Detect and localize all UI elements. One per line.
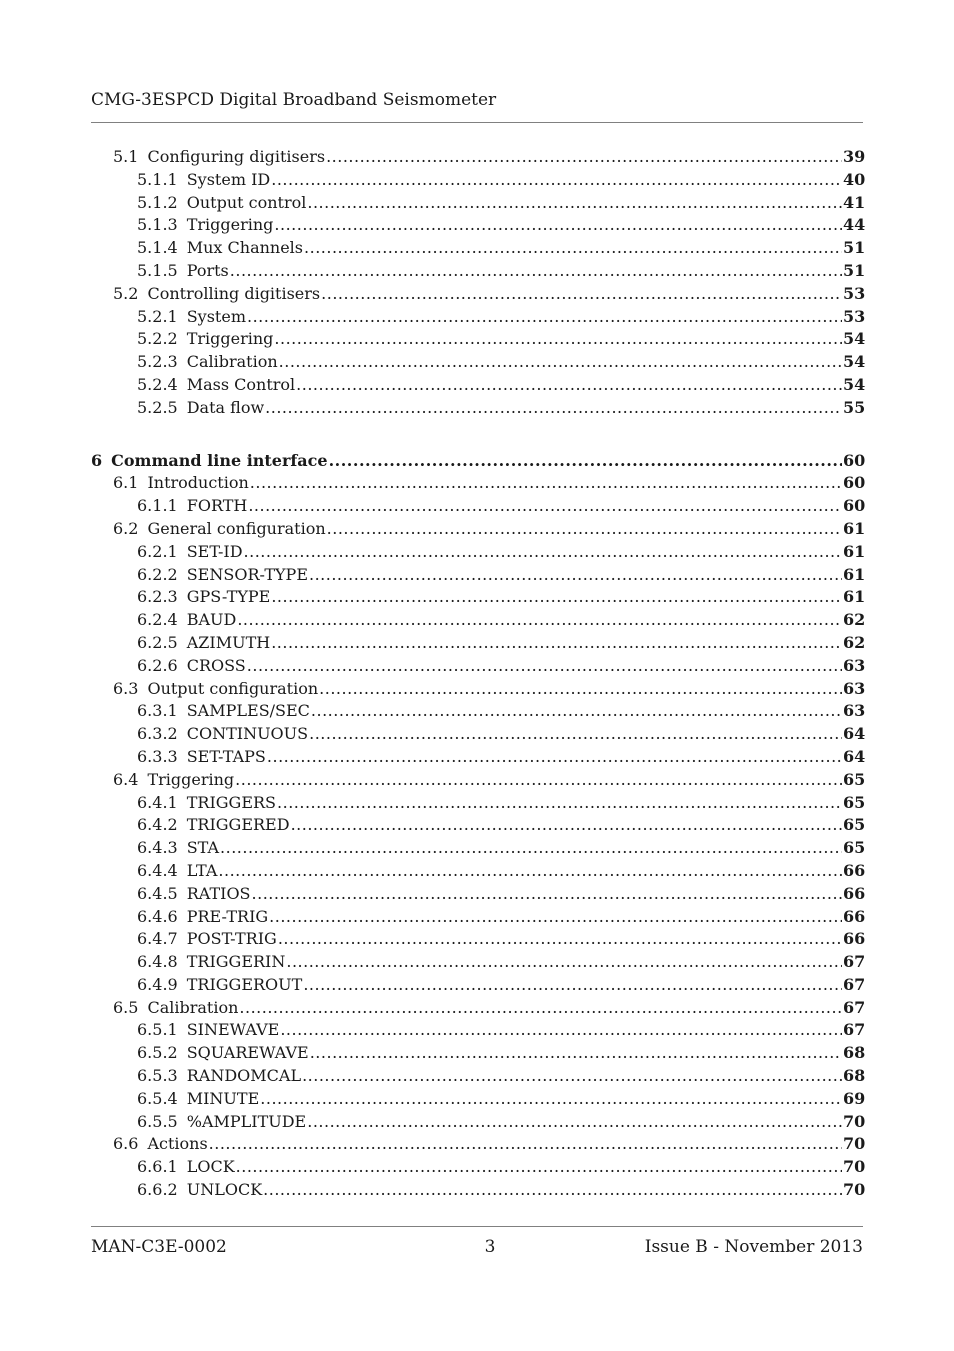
toc-entry-title: LOCK: [186, 1157, 235, 1177]
toc-entry[interactable]: [91, 397, 866, 420]
toc-entry-page: 65: [843, 815, 866, 835]
toc-entry[interactable]: [91, 746, 866, 769]
toc-entry[interactable]: [91, 351, 866, 374]
toc-entry-title: SQUAREWAVE: [186, 1043, 309, 1063]
toc-entry-title: General configuration: [147, 518, 326, 538]
toc-entry-title: SAMPLES/SEC: [186, 701, 310, 721]
toc-entry-number: 6.5: [113, 997, 139, 1017]
toc-entry-number: 6.4.6: [137, 906, 178, 926]
toc-entry-title: Configuring digitisers: [147, 147, 326, 166]
toc-entry-number: 5.1: [113, 147, 139, 166]
toc-entry-page: 54: [843, 374, 866, 394]
toc-entry-number: 6.2.5: [137, 632, 178, 652]
toc-entry-number: 6.5.4: [137, 1088, 178, 1108]
toc-entry-title: Command line interface: [111, 450, 328, 470]
toc-entry-number: 6.1: [113, 473, 139, 493]
toc-entry-page: 60: [843, 473, 866, 493]
toc-entry[interactable]: [91, 283, 866, 306]
toc-entry[interactable]: [91, 472, 866, 495]
toc-entry-page: 68: [843, 1043, 866, 1063]
dot-leader: [302, 1065, 842, 1088]
toc-entry-title: %AMPLITUDE: [186, 1111, 307, 1131]
toc-entry-page: 65: [843, 838, 866, 858]
toc-entry-title: SET-ID: [186, 541, 243, 561]
toc-entry-page: 61: [843, 587, 866, 607]
toc-entry[interactable]: [91, 374, 866, 397]
toc-entry[interactable]: [91, 564, 866, 587]
toc-entry-number: 6.5.3: [137, 1066, 178, 1086]
dot-leader: [247, 306, 842, 329]
dot-leader: [244, 541, 842, 564]
dot-leader: [277, 792, 842, 815]
dot-leader: [271, 169, 842, 192]
toc-entry[interactable]: [91, 450, 866, 473]
toc-entry-title: CONTINUOUS: [186, 724, 309, 744]
toc-entry-page: 62: [843, 632, 866, 652]
dot-leader: [209, 1133, 842, 1156]
toc-entry-title: TRIGGERS: [186, 792, 277, 812]
toc-entry-title: Mass Control: [186, 374, 296, 394]
toc-entry-page: 67: [843, 952, 866, 972]
dot-leader: [326, 146, 842, 169]
toc-entry-title: Calibration: [147, 997, 239, 1017]
toc-entry-number: 5.2.1: [137, 306, 178, 326]
toc-entry-title: BAUD: [186, 610, 237, 630]
toc-entry[interactable]: [91, 769, 866, 792]
toc-entry-number: 6.2.1: [137, 541, 178, 561]
toc-entry-number: 5.1.3: [137, 215, 178, 235]
toc-entry-title: Output control: [186, 192, 307, 212]
toc-entry[interactable]: [91, 860, 866, 883]
toc-entry-page: 39: [843, 147, 866, 166]
toc-entry-page: 66: [843, 883, 866, 903]
toc-entry-page: 66: [843, 929, 866, 949]
toc-entry-page: 53: [843, 306, 866, 326]
toc-entry-page: 70: [843, 1111, 866, 1131]
footer-rule: [91, 1226, 863, 1227]
toc-entry-number: 6.3.3: [137, 746, 178, 766]
dot-leader: [247, 655, 842, 678]
toc-entry-title: Calibration: [186, 352, 278, 372]
toc-entry-number: 6.4.4: [137, 860, 178, 880]
toc-entry-title: MINUTE: [186, 1088, 260, 1108]
toc-entry-number: 6.4.9: [137, 974, 178, 994]
dot-leader: [278, 928, 842, 951]
dot-leader: [274, 214, 842, 237]
toc-entry[interactable]: [91, 883, 866, 906]
dot-leader: [307, 192, 842, 215]
toc-entry-title: FORTH: [186, 496, 248, 516]
toc-entry-page: 53: [843, 283, 866, 303]
toc-entry[interactable]: [91, 814, 866, 837]
toc-entry-number: 5.2.3: [137, 352, 178, 372]
toc-entry-page: 60: [843, 496, 866, 516]
toc-entry[interactable]: [91, 169, 866, 192]
toc-entry-title: POST-TRIG: [186, 929, 277, 949]
toc-entry-title: Actions: [147, 1134, 208, 1154]
toc-entry-page: 70: [843, 1134, 866, 1154]
dot-leader: [271, 632, 842, 655]
toc-entry[interactable]: [91, 678, 866, 701]
header-rule: [91, 122, 863, 123]
toc-entry-page: 64: [843, 746, 866, 766]
toc-entry-title: Triggering: [186, 215, 274, 235]
toc-entry[interactable]: [91, 306, 866, 329]
toc-entry-title: LTA: [186, 860, 218, 880]
toc-entry-number: 6.3.2: [137, 724, 178, 744]
dot-leader: [303, 974, 842, 997]
toc-entry-title: Controlling digitisers: [147, 283, 321, 303]
toc-entry-title: Mux Channels: [186, 238, 304, 258]
toc-entry-page: 61: [843, 564, 866, 584]
dot-leader: [235, 769, 842, 792]
toc-entry[interactable]: [91, 700, 866, 723]
dot-leader: [286, 951, 842, 974]
toc-entry[interactable]: [91, 1111, 866, 1134]
toc-entry-page: 51: [843, 260, 866, 280]
dot-leader: [311, 700, 842, 723]
toc-entry-title: System ID: [186, 169, 271, 189]
dot-leader: [309, 564, 842, 587]
toc-entry-page: 64: [843, 724, 866, 744]
toc-entry-title: Ports: [186, 260, 229, 280]
toc-entry-page: 65: [843, 769, 866, 789]
toc-entry[interactable]: [91, 655, 866, 678]
toc-entry-title: Triggering: [186, 329, 274, 349]
toc-entry-title: PRE-TRIG: [186, 906, 269, 926]
toc-entry-title: RATIOS: [186, 883, 251, 903]
toc-entry-number: 5.2.4: [137, 374, 178, 394]
toc-entry[interactable]: [91, 1179, 866, 1202]
toc-entry[interactable]: [91, 260, 866, 283]
toc-entry-title: Output configuration: [147, 678, 319, 698]
toc-entry-number: 5.2: [113, 283, 139, 303]
dot-leader: [327, 518, 842, 541]
toc-entry-number: 6.6.2: [137, 1180, 178, 1200]
toc-entry-number: 6.2.3: [137, 587, 178, 607]
toc-entry-page: 55: [843, 397, 866, 417]
toc-entry[interactable]: [91, 192, 866, 215]
footer-page-number: 3: [484, 1237, 496, 1257]
dot-leader: [239, 997, 842, 1020]
toc-entry-page: 70: [843, 1157, 866, 1177]
toc-entry[interactable]: [91, 632, 866, 655]
toc-entry-title: System: [186, 306, 246, 326]
toc-entry-page: 66: [843, 906, 866, 926]
toc-entry[interactable]: [91, 951, 866, 974]
toc-entry[interactable]: [91, 237, 866, 260]
toc-entry[interactable]: [91, 586, 866, 609]
toc-entry[interactable]: [91, 928, 866, 951]
toc-entry-number: 6.2.4: [137, 610, 178, 630]
toc-entry-title: Triggering: [147, 769, 235, 789]
toc-entry-page: 44: [843, 215, 866, 235]
dot-leader: [296, 374, 842, 397]
toc-entry-title: RANDOMCAL: [186, 1066, 302, 1086]
dot-leader: [250, 472, 842, 495]
toc-entry-number: 6.4.1: [137, 792, 178, 812]
toc-entry-number: 5.1.5: [137, 260, 178, 280]
dot-leader: [263, 1179, 842, 1202]
toc-entry-number: 6.3.1: [137, 701, 178, 721]
toc-entry-page: 54: [843, 352, 866, 372]
toc-entry-number: 6.5.5: [137, 1111, 178, 1131]
toc-entry-page: 63: [843, 701, 866, 721]
toc-entry-number: 5.2.2: [137, 329, 178, 349]
dot-leader: [309, 723, 842, 746]
toc-entry-number: 6: [91, 450, 103, 470]
toc-entry[interactable]: [91, 1133, 866, 1156]
toc-entry[interactable]: [91, 1065, 866, 1088]
toc-entry[interactable]: [91, 146, 866, 169]
header-title: CMG-3ESPCD Digital Broadband Seismometer: [91, 90, 497, 110]
toc-entry-title: TRIGGERIN: [186, 952, 286, 972]
dot-leader: [319, 678, 842, 701]
toc-entry-number: 6.4.5: [137, 883, 178, 903]
toc-entry-number: 6.4.2: [137, 815, 178, 835]
toc-entry-page: 70: [843, 1180, 866, 1200]
toc-entry-title: AZIMUTH: [186, 632, 271, 652]
toc-entry-title: STA: [186, 838, 220, 858]
toc-entry-page: 61: [843, 541, 866, 561]
toc-entry-page: 69: [843, 1088, 866, 1108]
toc-entry[interactable]: [91, 1042, 866, 1065]
footer-issue: Issue B - November 2013: [644, 1237, 863, 1257]
dot-leader: [252, 883, 842, 906]
toc-entry[interactable]: [91, 328, 866, 351]
toc-entry-title: SET-TAPS: [186, 746, 266, 766]
toc-entry-number: 6.4: [113, 769, 139, 789]
toc-entry-title: GPS-TYPE: [186, 587, 271, 607]
dot-leader: [321, 283, 842, 306]
toc-entry-title: CROSS: [186, 655, 246, 675]
dot-leader: [307, 1111, 842, 1134]
dot-leader: [310, 1042, 842, 1065]
dot-leader: [218, 860, 842, 883]
toc-entry[interactable]: [91, 609, 866, 632]
toc-entry[interactable]: [91, 837, 866, 860]
dot-leader: [230, 260, 842, 283]
toc-entry-page: 65: [843, 792, 866, 812]
toc-entry[interactable]: [91, 997, 866, 1020]
toc-entry[interactable]: [91, 541, 866, 564]
toc-entry-page: 40: [843, 169, 866, 189]
toc-entry-number: 5.1.4: [137, 238, 178, 258]
toc-entry-page: 41: [843, 192, 866, 212]
dot-leader: [280, 1019, 842, 1042]
toc-entry[interactable]: [91, 1088, 866, 1111]
dot-leader: [291, 814, 842, 837]
toc-entry-title: TRIGGEROUT: [186, 974, 303, 994]
dot-leader: [279, 351, 842, 374]
dot-leader: [220, 837, 842, 860]
toc-entry-page: 54: [843, 329, 866, 349]
dot-leader: [248, 495, 842, 518]
toc-entry[interactable]: [91, 495, 866, 518]
toc-entry[interactable]: [91, 792, 866, 815]
toc-entry-number: 6.4.3: [137, 838, 178, 858]
toc-entry-page: 62: [843, 610, 866, 630]
toc-entry[interactable]: [91, 518, 866, 541]
toc-entry-page: 51: [843, 238, 866, 258]
toc-entry[interactable]: [91, 214, 866, 237]
toc-entry-number: 6.6.1: [137, 1157, 178, 1177]
toc-entry-page: 63: [843, 655, 866, 675]
dot-leader: [267, 746, 842, 769]
toc-entry-page: 66: [843, 860, 866, 880]
toc-entry-number: 6.3: [113, 678, 139, 698]
toc-entry-page: 67: [843, 997, 866, 1017]
toc-entry-page: 68: [843, 1066, 866, 1086]
dot-leader: [236, 1156, 842, 1179]
toc-entry[interactable]: [91, 723, 866, 746]
toc-entry[interactable]: [91, 1156, 866, 1179]
footer-doc-id: MAN-C3E-0002: [91, 1237, 227, 1257]
toc-entry-title: SENSOR-TYPE: [186, 564, 308, 584]
dot-leader: [269, 906, 842, 929]
dot-leader: [265, 397, 842, 420]
toc-entry-number: 6.4.7: [137, 929, 178, 949]
toc-entry-number: 6.5.1: [137, 1020, 178, 1040]
toc-entry[interactable]: [91, 974, 866, 997]
toc-entry-number: 6.5.2: [137, 1043, 178, 1063]
dot-leader: [304, 237, 842, 260]
dot-leader: [271, 586, 842, 609]
toc-entry-page: 63: [843, 678, 866, 698]
dot-leader: [274, 328, 842, 351]
toc-entry-title: TRIGGERED: [186, 815, 290, 835]
toc-entry-number: 5.1.2: [137, 192, 178, 212]
toc-entry-title: Data flow: [186, 397, 265, 417]
table-of-contents: [91, 146, 866, 1202]
toc-entry-page: 61: [843, 518, 866, 538]
toc-entry-page: 67: [843, 974, 866, 994]
toc-entry[interactable]: [91, 1019, 866, 1042]
toc-entry[interactable]: [91, 906, 866, 929]
dot-leader: [329, 450, 842, 473]
toc-entry-number: 6.4.8: [137, 952, 178, 972]
toc-entry-number: 6.2.6: [137, 655, 178, 675]
toc-entry-title: SINEWAVE: [186, 1020, 280, 1040]
toc-entry-page: 67: [843, 1020, 866, 1040]
toc-entry-number: 6.2.2: [137, 564, 178, 584]
dot-leader: [260, 1088, 842, 1111]
toc-entry-number: 5.1.1: [137, 169, 178, 189]
dot-leader: [237, 609, 842, 632]
toc-entry-title: Introduction: [147, 473, 249, 493]
toc-entry-title: UNLOCK: [186, 1180, 263, 1200]
toc-entry-number: 5.2.5: [137, 397, 178, 417]
toc-entry-number: 6.1.1: [137, 496, 178, 516]
toc-entry-number: 6.6: [113, 1134, 139, 1154]
toc-entry-number: 6.2: [113, 518, 139, 538]
toc-entry-page: 60: [843, 450, 866, 470]
